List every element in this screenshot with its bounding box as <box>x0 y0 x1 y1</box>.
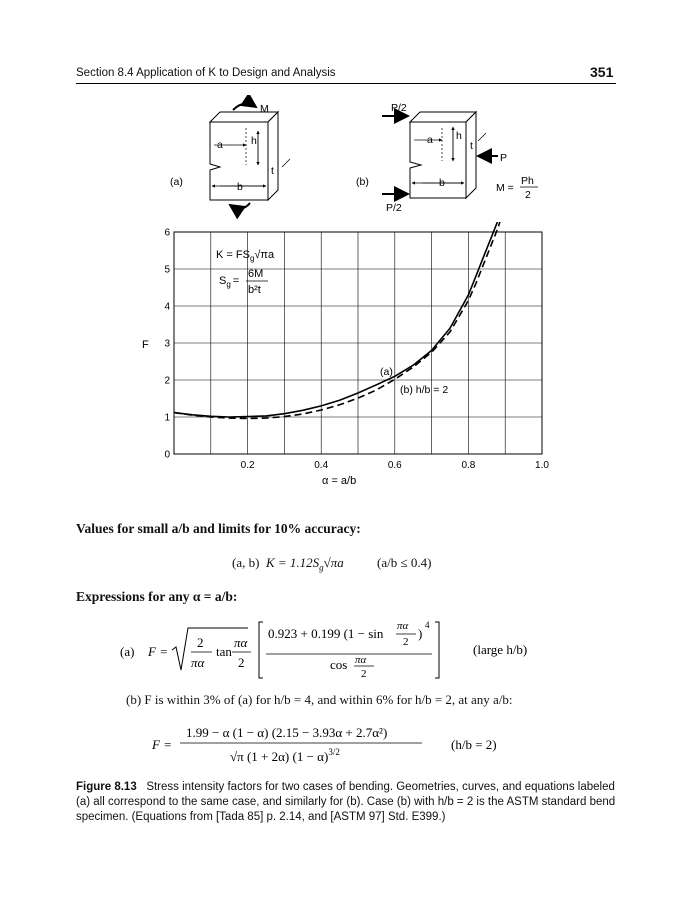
f-vs-alpha-chart <box>130 222 570 492</box>
geometry-sketches <box>160 95 580 220</box>
x-tick-label: 0.4 <box>314 460 329 471</box>
specimen-b-label: (b) <box>356 176 369 188</box>
moment-equation-lhs: M = <box>496 182 514 194</box>
y-tick-label: 2 <box>164 375 170 387</box>
svg-text:√π (1 + 2α) (1 − α)3/2: √π (1 + 2α) $(1 - \alpha)^{3/2}$ <box>230 747 340 764</box>
svg-text:F =: F = <box>148 644 168 659</box>
y-axis-label: F <box>142 339 149 351</box>
running-header: Section 8.4 Application of K to Design and Analysis <box>76 67 336 79</box>
specimen-a-height: h <box>251 135 257 147</box>
x-tick-label: 0.6 <box>387 460 402 471</box>
y-tick-label: 6 <box>164 227 170 239</box>
x-tick-label: 0.8 <box>461 460 476 471</box>
svg-text:F =: F = <box>152 737 172 752</box>
page-number: 351 <box>590 64 614 80</box>
equation-b-statement: (b) F is within 3% of (a) for h/b = 4, and within 6% for h/b = 2, at any a/b: <box>126 692 513 707</box>
svg-text:tan: tan <box>216 644 232 659</box>
svg-text:πα: πα <box>234 635 248 650</box>
svg-text:(large h/b): (large h/b) <box>473 642 528 657</box>
svg-text:(h/b = 2): (h/b = 2) <box>451 737 497 752</box>
svg-text:2: 2 <box>197 635 204 650</box>
specimen-b-height: h <box>456 130 462 142</box>
series-b-label: (b) h/b = 2 <box>400 384 449 396</box>
specimen-a <box>170 103 290 209</box>
svg-text:0.923 + 0.199 (1 − sin: 0.923 + 0.199 (1 − sin <box>268 626 384 641</box>
any-alpha-heading: Expressions for any α = a/b: <box>76 589 238 604</box>
svg-text:): ) <box>418 626 423 641</box>
svg-text:2: 2 <box>403 636 409 648</box>
sg-formula-numerator: 6M <box>248 268 264 280</box>
small-ab-equation: (a, b) $K = 1.12S_g√\pi a$ (a/b ≤ 0.4) <box>232 555 432 573</box>
svg-text:cos: cos <box>330 657 348 672</box>
moment-equation-denominator: 2 <box>525 189 531 201</box>
x-tick-label: 0.2 <box>240 460 255 471</box>
specimen-b-load-right: P <box>500 152 508 164</box>
svg-text:4: 4 <box>425 620 430 630</box>
header-rule <box>76 83 616 84</box>
svg-text:2: 2 <box>361 668 367 680</box>
svg-text:2: 2 <box>238 655 245 670</box>
sg-formula-lhs: $S_g$ = <box>219 275 240 289</box>
specimen-a-crack: a <box>217 139 223 151</box>
figure-caption <box>76 780 616 825</box>
svg-text:πα: πα <box>191 655 205 670</box>
specimen-a-moment: M <box>260 103 269 115</box>
y-tick-label: 3 <box>164 338 170 350</box>
moment-equation-numerator: Ph <box>521 175 534 187</box>
specimen-a-thickness: t <box>271 165 274 177</box>
specimen-b-load-top: P/2 <box>391 102 407 114</box>
specimen-a-label: (a) <box>170 176 183 188</box>
specimen-b-load-bottom: P/2 <box>386 202 402 214</box>
equation-f-hb2 <box>76 715 616 767</box>
equation-a <box>76 610 616 690</box>
x-axis-label: α = a/b <box>322 475 357 487</box>
svg-text:(a): (a) <box>120 644 135 659</box>
small-ab-heading: Values for small a/b and limits for 10% accuracy: <box>76 521 361 536</box>
specimen-b-crack: a <box>427 134 433 146</box>
figure-caption-text: Stress intensity factors for two cases of bending. Geometries, curves, and equations labeled (a) all correspond to the same case, and similarly for (b). Case (b) with h/b = 2 is the ASTM standard bend specimen. (Equations from [Tada 85] p. 2.14, and [ASTM 97] Std. E399.) <box>76 781 616 823</box>
k-formula: $K = FS_g√\pi a$ <box>216 249 275 263</box>
y-tick-label: 5 <box>164 264 170 276</box>
svg-text:1.99 − α (1 − α) (2.15 − 3.93α: 1.99 − α (1 − α) (2.15 − 3.93α + 2.7α²) <box>186 725 388 740</box>
specimen-b <box>356 102 538 214</box>
svg-text:πα: πα <box>397 620 409 632</box>
svg-text:πα: πα <box>355 654 367 666</box>
specimen-a-width: b <box>237 181 243 193</box>
sg-formula-denominator: b²t <box>248 284 261 296</box>
y-tick-label: 4 <box>164 301 170 313</box>
specimen-b-width: b <box>439 177 445 189</box>
y-tick-label: 0 <box>164 449 170 461</box>
x-tick-label: 1.0 <box>535 460 549 471</box>
series-a-label: (a) <box>380 366 393 378</box>
specimen-b-thickness: t <box>470 140 473 152</box>
chart-tick-labels <box>164 228 549 472</box>
figure-label: Figure 8.13 <box>76 781 137 793</box>
y-tick-label: 1 <box>164 412 170 424</box>
chart-grid <box>174 232 542 454</box>
